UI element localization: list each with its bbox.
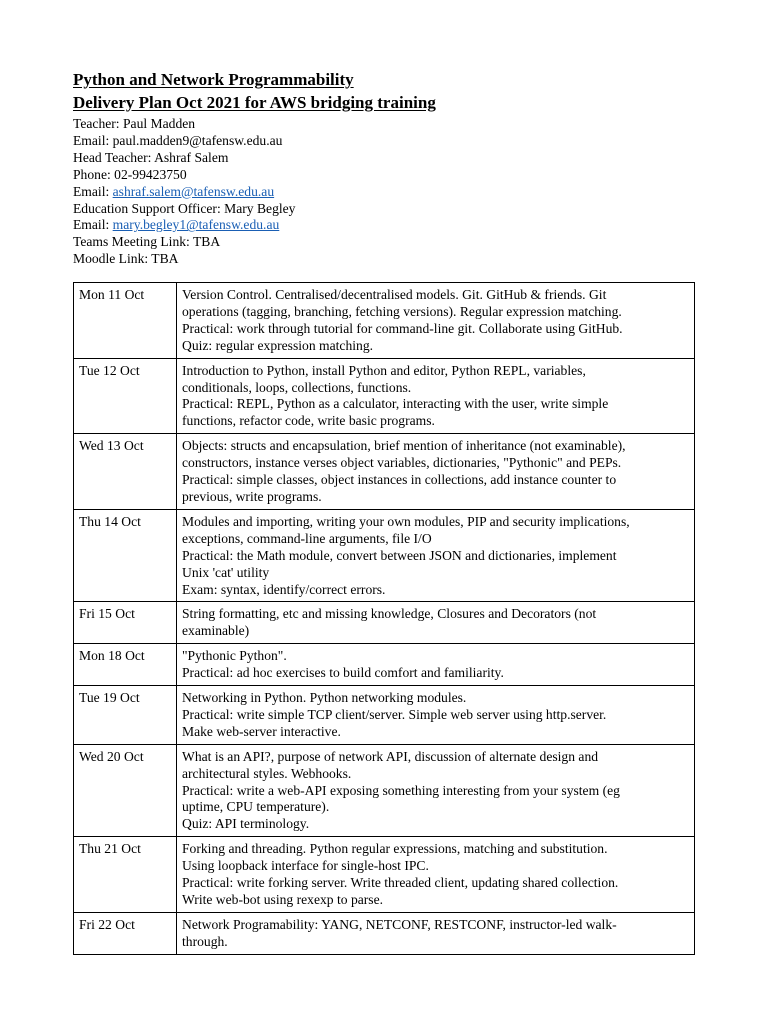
contact-line: Phone: 02-99423750 (73, 166, 187, 182)
contact-line: Email: paul.madden9@tafensw.edu.au (73, 132, 283, 148)
description-line: Practical: the Math module, convert between JSON and dictionaries, implement (182, 547, 617, 563)
schedule-row (74, 434, 695, 510)
schedule-row (74, 686, 695, 745)
contact-line (73, 184, 695, 201)
description-line: functions, refactor code, write basic programs. (182, 413, 435, 429)
schedule-day-cell: Mon 18 Oct (74, 644, 177, 686)
email-link[interactable]: ashraf.salem@tafensw.edu.au (112, 183, 275, 199)
schedule-row (74, 837, 695, 913)
document-subtitle: Delivery Plan Oct 2021 for AWS bridging training (73, 93, 436, 112)
description-line: Version Control. Centralised/decentralised models. Git. GitHub & friends. Git (182, 287, 607, 302)
contact-label: Email: (73, 183, 113, 199)
description-line: Practical: ad hoc exercises to build comfort and familiarity. (182, 665, 504, 681)
contact-line: Education Support Officer: Mary Begley (73, 200, 296, 216)
description-line: Network Programability: YANG, NETCONF, RESTCONF, instructor-led walk- (182, 916, 617, 932)
description-line: Exam: syntax, identify/correct errors. (182, 581, 386, 597)
description-line: What is an API?, purpose of network API, discussion of alternate design and (182, 748, 599, 764)
description-line: Quiz: API terminology. (182, 816, 310, 832)
contact-label: Email: (73, 217, 113, 233)
description-line: Introduction to Python, install Python and editor, Python REPL, variables, (182, 362, 586, 378)
schedule-description-cell (177, 744, 695, 837)
contact-line (73, 217, 695, 234)
description-line: Quiz: regular expression matching. (182, 337, 374, 353)
schedule-day-cell: Fri 15 Oct (74, 602, 177, 644)
schedule-description-cell (177, 602, 695, 644)
description-line: Practical: write a web-API exposing something interesting from your system (eg (182, 782, 620, 798)
schedule-row (74, 644, 695, 686)
schedule-row (74, 509, 695, 602)
description-line: examinable) (182, 623, 250, 639)
contact-line: Moodle Link: TBA (73, 251, 179, 267)
contact-line: Teacher: Paul Madden (73, 116, 196, 131)
description-line: Practical: simple classes, object instances in collections, add instance counter to (182, 472, 617, 488)
schedule-day-cell: Tue 19 Oct (74, 686, 177, 745)
description-line: "Pythonic Python". (182, 648, 287, 664)
description-line: Objects: structs and encapsulation, brief mention of inheritance (not examinable), (182, 438, 626, 454)
schedule-description-cell (177, 912, 695, 954)
contact-line: Teams Meeting Link: TBA (73, 234, 221, 250)
description-line: Networking in Python. Python networking modules. (182, 690, 467, 706)
contact-line: Head Teacher: Ashraf Salem (73, 149, 229, 165)
description-line: constructors, instance verses object variables, dictionaries, "Pythonic" and PEPs. (182, 455, 622, 471)
description-line: architectural styles. Webhooks. (182, 765, 352, 781)
schedule-description-cell (177, 644, 695, 686)
schedule-day-cell: Mon 11 Oct (74, 283, 177, 359)
description-line: Practical: work through tutorial for command-line git. Collaborate using GitHub. (182, 320, 623, 336)
description-line: conditionals, loops, collections, functions. (182, 379, 412, 395)
schedule-row (74, 283, 695, 359)
schedule-day-cell: Fri 22 Oct (74, 912, 177, 954)
description-line: through. (182, 933, 228, 949)
schedule-day-cell: Wed 13 Oct (74, 434, 177, 510)
schedule-body (74, 283, 695, 955)
description-line: Practical: write forking server. Write threaded client, updating shared collection. (182, 875, 619, 891)
description-line: previous, write programs. (182, 488, 322, 504)
schedule-description-cell (177, 434, 695, 510)
document-title: Python and Network Programmability (73, 70, 354, 89)
description-line: String formatting, etc and missing knowledge, Closures and Decorators (not (182, 606, 597, 622)
schedule-description-cell (177, 283, 695, 359)
schedule-description-cell (177, 358, 695, 434)
description-line: Unix 'cat' utility (182, 564, 270, 580)
schedule-description-cell (177, 837, 695, 913)
document-page (73, 68, 695, 949)
description-line: Using loopback interface for single-host IPC. (182, 858, 429, 874)
description-line: Make web-server interactive. (182, 723, 341, 739)
schedule-row (74, 358, 695, 434)
schedule-day-cell: Tue 12 Oct (74, 358, 177, 434)
description-line: operations (tagging, branching, fetching versions). Regular expression matching. (182, 303, 622, 319)
schedule-day-cell: Thu 14 Oct (74, 509, 177, 602)
description-line: uptime, CPU temperature). (182, 799, 330, 815)
description-line: Practical: REPL, Python as a calculator, interacting with the user, write simple (182, 396, 609, 412)
schedule-day-cell: Wed 20 Oct (74, 744, 177, 837)
description-line: Modules and importing, writing your own modules, PIP and security implications, (182, 513, 630, 529)
schedule-description-cell (177, 686, 695, 745)
description-line: Write web-bot using rexexp to parse. (182, 892, 384, 907)
schedule-row (74, 602, 695, 644)
description-line: Forking and threading. Python regular expressions, matching and substitution. (182, 841, 608, 857)
schedule-row (74, 744, 695, 837)
contact-info-block (73, 116, 695, 268)
schedule-description-cell (177, 509, 695, 602)
email-link[interactable]: mary.begley1@tafensw.edu.au (112, 217, 280, 233)
delivery-schedule-table (73, 282, 695, 955)
description-line: exceptions, command-line arguments, file I/O (182, 530, 432, 546)
schedule-day-cell: Thu 21 Oct (74, 837, 177, 913)
description-line: Practical: write simple TCP client/server. Simple web server using http.server. (182, 706, 607, 722)
schedule-row (74, 912, 695, 954)
